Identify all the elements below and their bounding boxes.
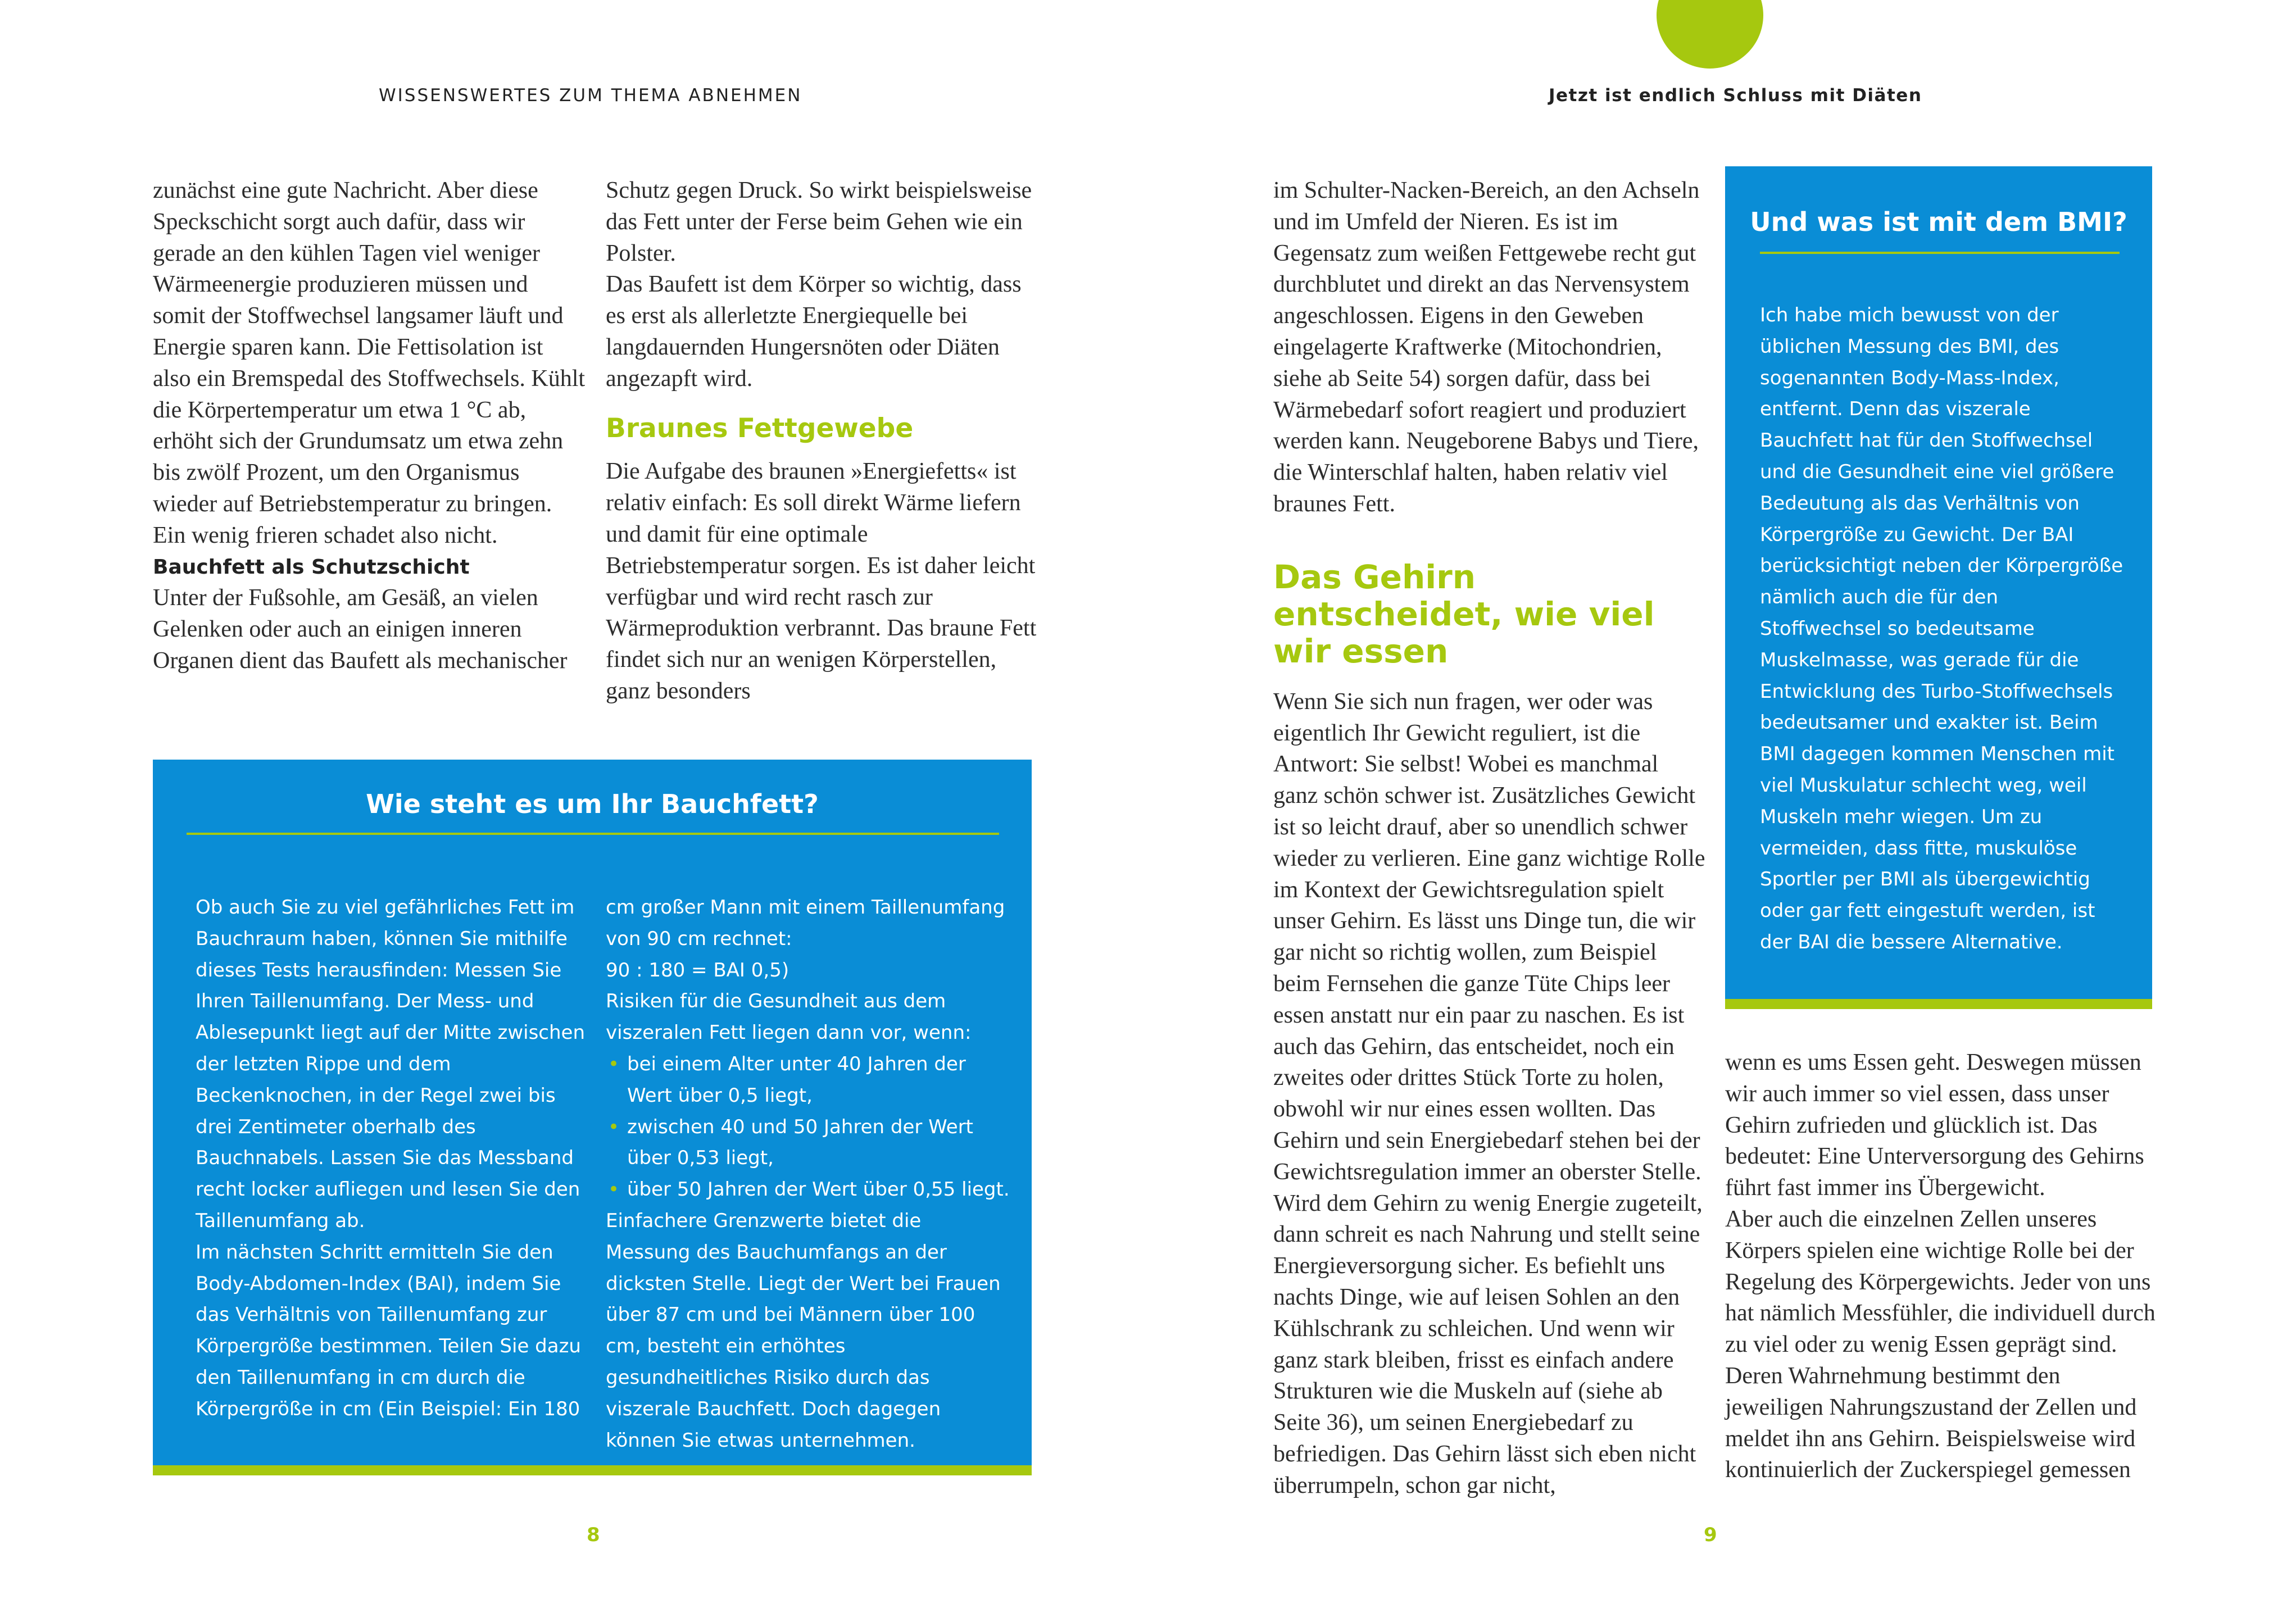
bullet-text: über 50 Jahren der Wert über 0,55 liegt. xyxy=(627,1178,1010,1201)
left-col1-para2: Unter der Fußsohle, am Gesäß, an vielen Gelenken oder auch an einigen inneren Organen dient das Baufett als mechanischer xyxy=(153,585,568,674)
bauchfett-box-col2 xyxy=(606,892,1010,1456)
bauchfett-box-title: Wie steht es um Ihr Bauchfett? xyxy=(366,789,819,819)
left-col1-para1: zunächst eine gute Nachricht. Aber diese Speckschicht sorgt auch dafür, dass wir gerade an den kühlen Tagen viel weniger Wärmeenergie produzieren müssen und somit der Stoffwechsel langsamer läuft und Energie sparen kann. Die Fettisolation ist also ein Bremspedal des Stoffwechsels. Kühlt die Körpertemperatur um etwa 1 °C ab, erhöht sich der Grundumsatz um etwa zehn bis zwölf Prozent, um den Organismus wieder auf Betriebstemperatur zu bringen. Ein wenig frieren schadet also nicht. xyxy=(153,178,586,548)
bmi-box-para: Ich habe mich bewusst von der üblichen Messung des BMI, des sogenannten Body-Mass-Index, entfernt. Denn das viszerale Bauchfett hat für den Stoffwechsel und die Gesundheit eine viel größere Bedeutung als das Verhältnis von Körpergröße zu Gewicht. Der BAI berücksichtigt neben der Körpergröße nämlich auch die für den Stoffwechsel so bedeutsame Muskelmasse, was gerade für die Entwicklung des Turbo-Stoffwechsels bedeutsamer und exakter ist. Beim BMI dagegen kommen Menschen mit viel Muskulatur schlecht weg, weil Muskeln mehr wiegen. Um zu vermeiden, dass fitte, muskulöse Sportler per BMI als übergewichtig oder gar fett eingestuft werden, ist der BAI die bessere Alternative. xyxy=(1760,304,2123,953)
bullet-dot-icon: • xyxy=(608,1178,620,1201)
left-page-number: 8 xyxy=(587,1524,600,1546)
left-col1-subheading: Bauchfett als Schutzschicht xyxy=(153,555,470,579)
bauchfett-box-col2-para3: Einfachere Grenzwerte bietet die Messung des Bauchumfangs an der dicksten Stelle. Liegt der Wert bei Frauen über 87 cm und bei Männern über 100 cm, besteht ein erhöhtes gesundheitliches Risiko durch das viszerale Bauchfett. Doch dagegen können Sie etwas unternehmen. xyxy=(606,1209,1001,1452)
left-column-2 xyxy=(606,175,1038,707)
right-col2-para2: Aber auch die einzelnen Zellen unseres Körpers spielen eine wichtige Rolle bei der Regelung des Körpergewichts. Jeder von uns hat nämlich Messfühler, die individuell durch zu viel oder zu wenig Essen geprägt sind. Deren Wahrnehmung bestimmt den jeweiligen Nahrungszustand der Zellen und meldet ihn ans Gehirn. Beispielsweise wird kontinuierlich der Zuckerspiegel gemessen xyxy=(1725,1206,2156,1483)
bmi-info-box xyxy=(1725,166,2152,1009)
bullet-dot-icon: • xyxy=(608,1115,620,1138)
bmi-box-title: Und was ist mit dem BMI? xyxy=(1750,207,2127,237)
right-col1-para2: Wenn Sie sich nun fragen, wer oder was eigentlich Ihr Gewicht reguliert, ist die Antwort: Sie selbst! Wobei es manchmal ganz schön schwer ist. Zusätzliches Gewicht ist so leicht drauf, aber so unendlich schwer wieder zu verlieren. Eine ganz wichtige Rolle im Kontext der Gewichtsregulation spielt unser Gehirn. Es lässt uns Dinge tun, die wir gar nicht so richtig wollen, zum Beispiel beim Fernsehen die ganze Tüte Chips leer essen anstatt nur ein paar zu naschen. Es ist auch das Gehirn, das entscheidet, noch ein zweites oder drittes Stück Torte zu holen, obwohl wir nur eines essen wollten. Das Gehirn und sein Energiebedarf stehen bei der Gewichtsregulation immer an oberster Stelle. Wird dem Gehirn zu wenig Energie zugeteilt, dann schreit es nach Nahrung und stellt seine Energieversorgung sicher. Es befiehlt uns nachts Dinge, wie auf leisen Sohlen an den Kühlschrank zu schleichen. Und wenn wir ganz stark bleiben, frisst es einfach andere Strukturen wie die Muskeln auf (siehe ab Seite 36), um seinen Energiebedarf zu befriedigen. Das Gehirn lässt sich eben nicht überrumpeln, schon gar nicht, xyxy=(1273,688,1705,1498)
bauchfett-bullet-3 xyxy=(606,1174,1010,1206)
left-column-1 xyxy=(153,175,586,677)
bauchfett-box-formula: 90 : 180 = BAI 0,5) xyxy=(606,959,789,982)
gehirn-heading-line-2: entscheidet, wie viel xyxy=(1273,594,1655,633)
left-col2-para3: Die Aufgabe des braunen »Energiefetts« ist relativ einfach: Es soll direkt Wärme liefern und damit für eine optimale Betriebstemperatur sorgen. Es ist daher leicht verfügbar und wird recht rasch zur Wärmeproduktion verbrannt. Das braune Fett findet sich nur an wenigen Körperstellen, ganz besonders xyxy=(606,458,1037,704)
right-col1-para1: im Schulter-Nacken-Bereich, an den Achseln und im Umfeld der Nieren. Es ist im Gegensatz zum weißen Fettgewebe recht gut durchblutet und direkt an das Nervensystem angeschlossen. Eigens in den Geweben eingelagerte Kraftwerke (Mitochondrien, siehe ab Seite 54) sorgen dafür, dass bei Wärmebedarf sofort reagiert und produziert werden kann. Neugeborene Babys und Tiere, die Winterschlaf halten, haben relativ viel braunes Fett. xyxy=(1273,178,1700,517)
bmi-box-text xyxy=(1760,300,2125,959)
bauchfett-info-box xyxy=(153,760,1032,1475)
gehirn-heading-line-1: Das Gehirn xyxy=(1273,557,1476,596)
decorative-circle xyxy=(1657,0,1763,69)
bauchfett-box-col2-para2: Risiken für die Gesundheit aus dem viszeralen Fett liegen dann vor, wenn: xyxy=(606,990,972,1044)
gehirn-heading xyxy=(1273,558,1706,670)
bmi-box-rule xyxy=(1760,252,2120,254)
right-col2-para1: wenn es ums Essen geht. Deswegen müssen wir auch immer so viel essen, dass unser Gehirn zufrieden und glücklich ist. Das bedeutet: Eine Unterversorgung des Gehirns führt fast immer ins Übergewicht. xyxy=(1725,1050,2144,1201)
right-page-number: 9 xyxy=(1704,1524,1717,1546)
right-running-header: Jetzt ist endlich Schluss mit Diäten xyxy=(1549,85,1922,106)
bullet-text: bei einem Alter unter 40 Jahren der Wert über 0,5 liegt, xyxy=(627,1052,966,1107)
right-column-1 xyxy=(1273,175,1706,1501)
left-col2-para1: Schutz gegen Druck. So wirkt beispielsweise das Fett unter der Ferse beim Gehen wie ein Polster. xyxy=(606,178,1032,266)
bauchfett-bullet-2 xyxy=(606,1112,1010,1175)
braunes-fettgewebe-heading: Braunes Fettgewebe xyxy=(606,412,914,444)
right-column-2 xyxy=(1725,1047,2158,1486)
bullet-text: zwischen 40 und 50 Jahren der Wert über 0,53 liegt, xyxy=(627,1115,974,1170)
left-col2-para2: Das Baufett ist dem Körper so wichtig, dass es erst als allerletzte Energiequelle bei langdauernden Hungersnöten oder Diäten angezapft wird. xyxy=(606,271,1022,392)
bauchfett-box-col1 xyxy=(196,892,589,1425)
bauchfett-box-rule xyxy=(187,833,999,835)
gehirn-heading-line-3: wir essen xyxy=(1273,632,1449,670)
left-running-header: WISSENSWERTES ZUM THEMA ABNEHMEN xyxy=(379,85,802,106)
bullet-dot-icon: • xyxy=(608,1052,620,1075)
bauchfett-box-col1-para2: Im nächsten Schritt ermitteln Sie den Body-Abdomen-Index (BAI), indem Sie das Verhältnis von Taillenumfang zur Körpergröße bestimmen. Teilen Sie dazu den Taillenumfang in cm durch die Körpergröße in cm (Ein Beispiel: Ein 180 xyxy=(196,1241,581,1420)
bauchfett-box-col2-para1: cm großer Mann mit einem Taillenumfang von 90 cm rechnet: xyxy=(606,896,1005,950)
bauchfett-box-col1-para1: Ob auch Sie zu viel gefährliches Fett im Bauchraum haben, können Sie mithilfe dieses Tests herausfinden: Messen Sie Ihren Taillenumfang. Der Mess- und Ablesepunkt liegt auf der Mitte zwischen der letzten Rippe und dem Beckenknochen, in der Regel zwei bis drei Zentimeter oberhalb des Bauchnabels. Lassen Sie das Messband recht locker aufliegen und lesen Sie den Taillenumfang ab. xyxy=(196,896,586,1232)
bauchfett-bullet-1 xyxy=(606,1049,1010,1112)
